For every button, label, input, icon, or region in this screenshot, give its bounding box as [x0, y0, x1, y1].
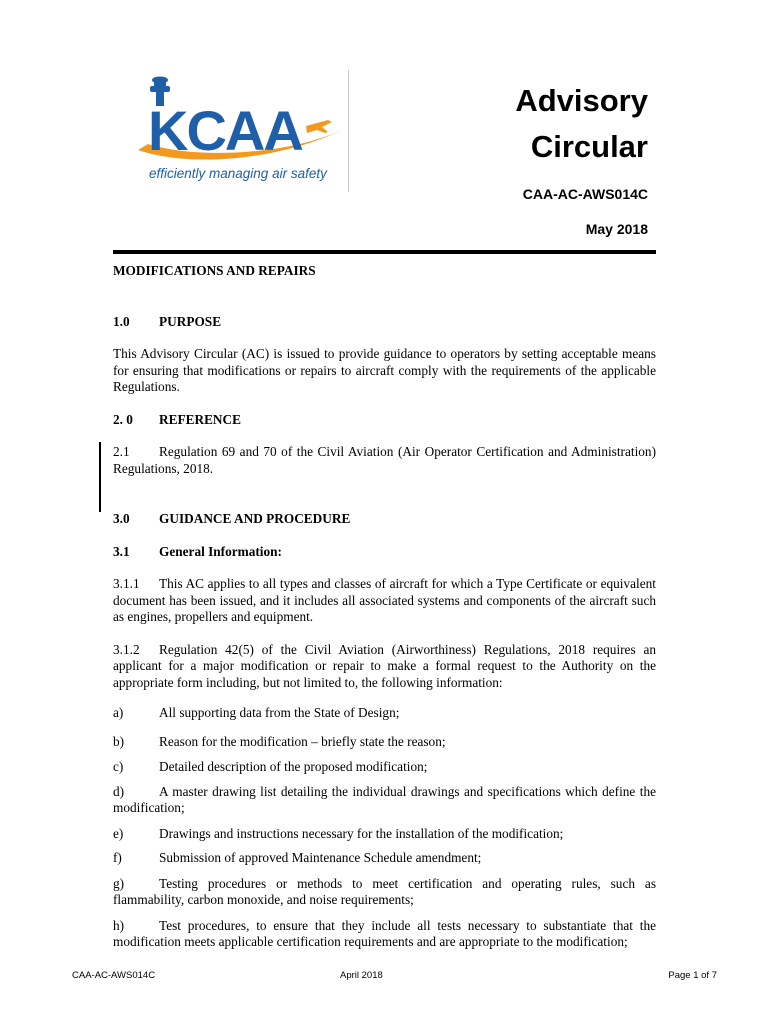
purpose-paragraph: This Advisory Circular (AC) is issued to provide guidance to operators by setting acceptable means for ensuring that modifications or repairs to aircraft comply with the requirements of the applicable Regulations.: [113, 346, 656, 394]
list-item: [113, 876, 656, 909]
document-title: [515, 78, 648, 170]
list-item: [113, 826, 656, 843]
section-heading-guidance: 3.0 GUIDANCE AND PROCEDURE: [113, 511, 351, 526]
document-body: [113, 263, 656, 951]
list-item-text: Submission of approved Maintenance Schedule amendment;: [159, 850, 482, 865]
list-item-label: d): [113, 783, 125, 799]
subsection-heading-general: 3.1 General Information:: [113, 543, 282, 559]
list-item-text: Reason for the modification – briefly state the reason;: [159, 733, 446, 749]
list-item-text: Detailed description of the proposed modification;: [159, 759, 428, 774]
list-item-text: Test procedures, to ensure that they include all tests necessary to substantiate that the modification meets applicable certification requirements and are appropriate to the modification;: [113, 917, 656, 949]
list-item: [113, 784, 656, 817]
footer-date: April 2018: [340, 970, 383, 981]
list-item: [113, 850, 656, 867]
list-item-text: A master drawing list detailing the individual drawings and specifications which define the modification;: [113, 783, 656, 815]
list-item-label: c): [113, 759, 124, 774]
paragraph-3-1-1: 3.1.1 This AC applies to all types and classes of aircraft for which a Type Certificate or equivalent document has been issued, and it includes all associated systems and components of the aircraft such as engines, propellers and equipment.: [113, 576, 656, 624]
list-item-label: b): [113, 733, 125, 749]
document-code: CAA-AC-AWS014C: [522, 186, 648, 202]
logo-wordmark: KCAA: [148, 99, 302, 162]
revision-change-bar: [99, 442, 101, 512]
list-item: [113, 759, 656, 776]
footer-doc-code: CAA-AC-AWS014C: [72, 970, 156, 981]
list-item-label: h): [113, 917, 125, 933]
header-rule: [113, 250, 656, 254]
reference-item: 2.1 Regulation 69 and 70 of the Civil Aviation (Air Operator Certification and Administration) Regulations, 2018.: [113, 444, 656, 476]
list-item-label: f): [113, 850, 122, 865]
section-heading-purpose: 1.0 PURPOSE: [113, 313, 222, 329]
header-divider: [348, 70, 349, 192]
list-item-label: e): [113, 825, 124, 841]
paragraph-3-1-2: 3.1.2 Regulation 42(5) of the Civil Aviation (Airworthiness) Regulations, 2018 requires an applicant for a major modification or repair to make a formal request to the Authority on the appropriate form including, but not limited to, the following information:: [113, 641, 656, 690]
title-line-2: Circular: [530, 129, 648, 164]
requirements-list: [113, 705, 656, 951]
list-item: [113, 734, 656, 751]
document-date: May 2018: [585, 221, 648, 237]
list-item-text: All supporting data from the State of Design;: [159, 705, 400, 720]
list-item: [113, 705, 656, 722]
title-line-1: Advisory: [515, 83, 648, 118]
list-item-text: Drawings and instructions necessary for the installation of the modification;: [159, 825, 564, 841]
main-title: MODIFICATIONS AND REPAIRS: [113, 263, 316, 278]
list-item: [113, 918, 656, 951]
list-item-text: Testing procedures or methods to meet certification and operating rules, such as flammability, carbon monoxide, and noise requirements;: [113, 875, 656, 907]
logo-tagline: efficiently managing air safety: [149, 166, 327, 181]
airplane-icon: [306, 120, 332, 133]
list-item-label: a): [113, 705, 124, 720]
footer-page-number: Page 1 of 7: [668, 970, 717, 981]
section-heading-reference: 2. 0 REFERENCE: [113, 411, 242, 427]
list-item-label: g): [113, 875, 125, 891]
